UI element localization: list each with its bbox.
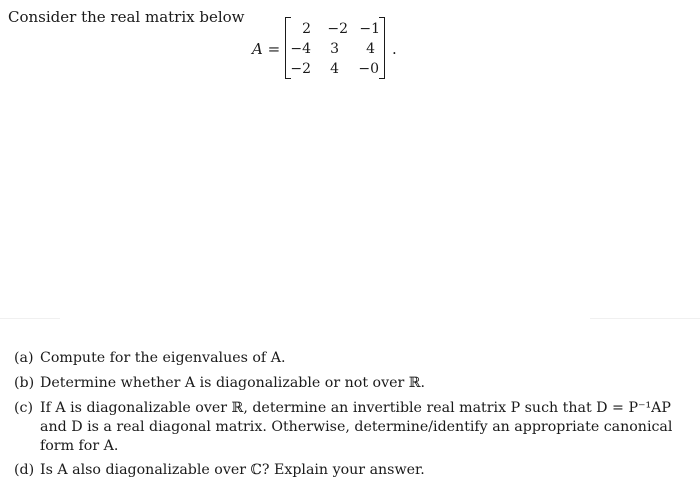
faint-divider [590,318,700,319]
matrix-cell: −2 [327,21,348,37]
matrix-lhs [252,40,280,58]
question-label: (b) [14,375,35,391]
matrix-cell: −0 [358,61,379,77]
matrix-cell: −2 [290,61,311,77]
question-label: (d) [14,462,35,478]
matrix-A [285,17,385,79]
faint-divider [0,318,60,319]
matrix-cell: −4 [290,41,311,57]
question-text: Determine whether A is diagonalizable or not over ℝ. [40,375,426,391]
matrix-name: A = [252,40,281,58]
matrix-cell: 3 [330,41,339,57]
matrix-cell: 2 [302,21,311,37]
question-label: (a) [14,350,34,366]
equation-period: . [392,40,397,58]
matrix-cell: 4 [366,41,375,57]
question-label: (c) [14,400,34,416]
question-text-cont: and D is a real diagonal matrix. Otherwise, determine/identify an appropriate canonical [40,419,673,435]
intro-text: Consider the real matrix below [8,8,245,26]
question-text: Compute for the eigenvalues of A. [40,350,286,366]
question-text-cont: form for A. [40,438,119,454]
matrix-cell: −1 [359,21,380,37]
question-text: Is A also diagonalizable over ℂ? Explain your answer. [40,462,425,478]
question-text: If A is diagonalizable over ℝ, determine an invertible real matrix P such that D = P⁻¹AP [40,400,671,416]
matrix-cell: 4 [330,61,339,77]
